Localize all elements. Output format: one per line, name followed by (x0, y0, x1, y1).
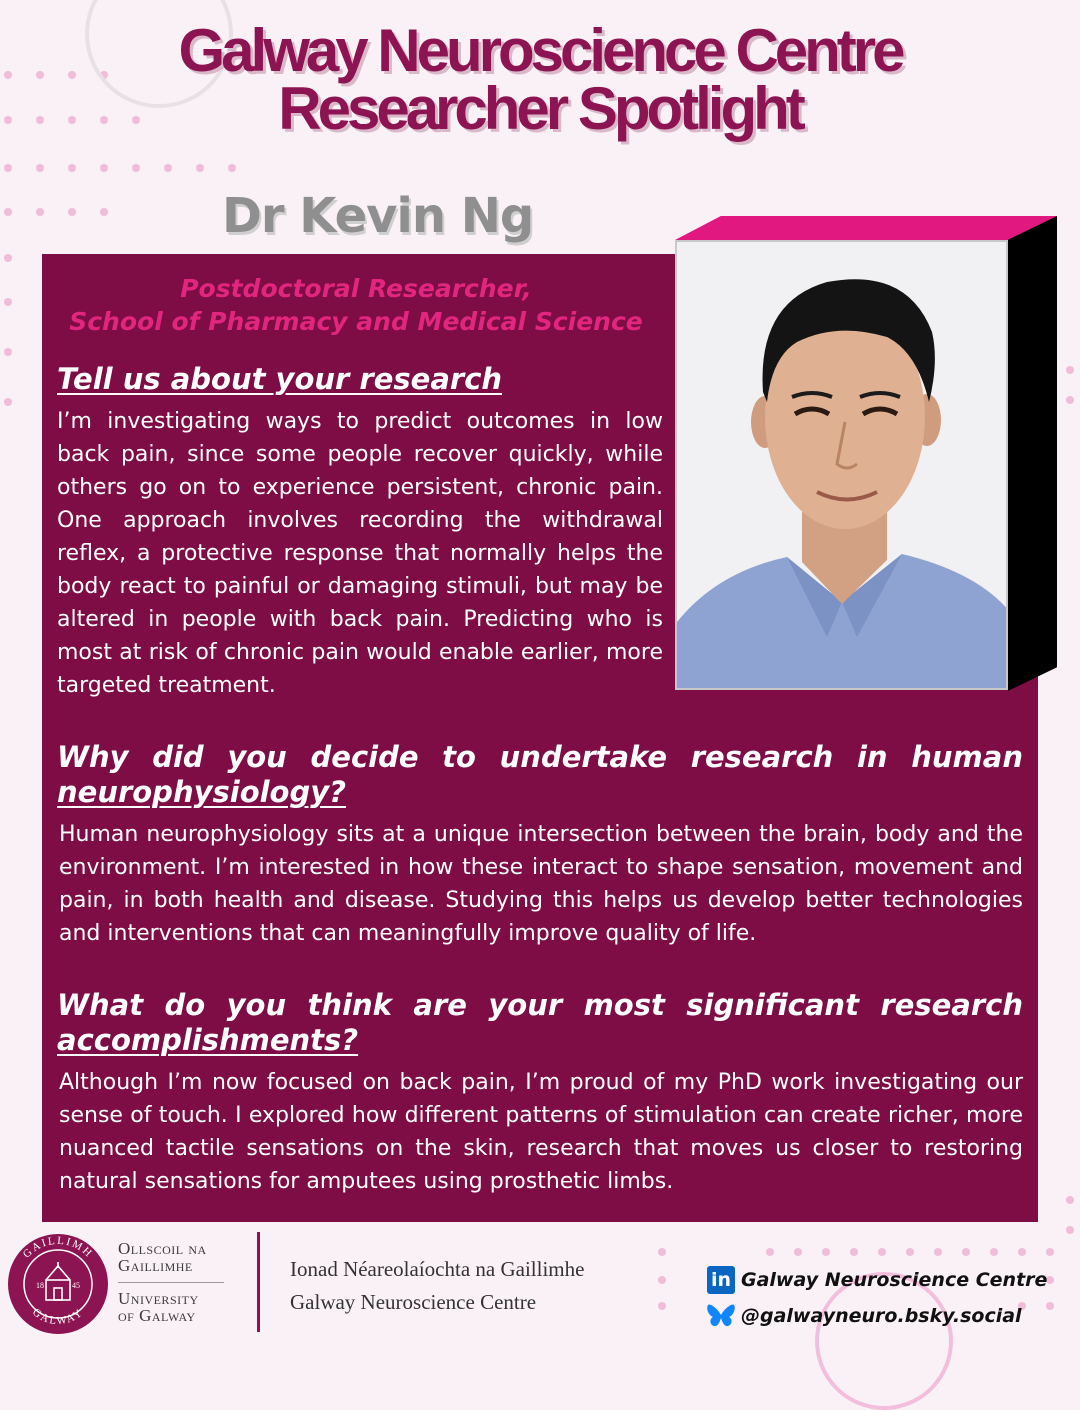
answer-why-neurophysiology: Human neurophysiology sits at a unique intersection between the brain, body and the environment. I’m interested in how these interact to shape sensation, movement and pain, in both health and disease. Studying this helps us develop better technologies and interventions that can meaningfully improve quality of life. (59, 822, 1023, 946)
footer-divider (257, 1232, 260, 1332)
bluesky-butterfly-icon (705, 1301, 737, 1331)
uni-english-line2: of Galway (118, 1306, 196, 1325)
bluesky-label: @galwayneuro.bsky.social (741, 1305, 1022, 1327)
researcher-photo (675, 240, 1008, 690)
linkedin-icon: in (705, 1265, 737, 1295)
question-accomplishments (57, 988, 1023, 1058)
page-title (0, 17, 1080, 142)
question-accomplishments-part2: accomplishments? (57, 1023, 359, 1057)
portrait-illustration (677, 242, 1008, 690)
seal-year-left: 18 (36, 1281, 44, 1290)
role-line-2: School of Pharmacy and Medical Science (69, 307, 643, 336)
uni-english-line1: University (118, 1289, 199, 1308)
seal-year-right: 45 (72, 1281, 80, 1290)
title-line-1: Galway Neuroscience Centre (178, 17, 902, 84)
decorative-dots-right (1060, 360, 1080, 1260)
university-wordmark (118, 1240, 228, 1324)
linkedin-link[interactable] (705, 1262, 1047, 1298)
photo-frame-top (675, 216, 1057, 240)
question-why-part2: neurophysiology? (57, 775, 346, 809)
question-research (57, 362, 527, 397)
role-line-1: Postdoctoral Researcher, (180, 274, 532, 303)
question-research-text: Tell us about your research (57, 362, 503, 396)
uni-irish-line2: Gaillimhe (118, 1256, 193, 1275)
bluesky-link[interactable] (705, 1298, 1047, 1334)
centre-name-block (290, 1253, 584, 1319)
wordmark-divider (118, 1282, 224, 1283)
centre-name-irish: Ionad Néareolaíochta na Gaillimhe (290, 1257, 585, 1281)
seal-bottom-text: GALWAY (29, 1306, 87, 1328)
title-line-2: Researcher Spotlight (278, 75, 802, 142)
answer-accomplishments: Although I’m now focused on back pain, I’m proud of my PhD work investigating our sense of touch. I explored how different patterns of stimulation can create richer, more nuanced tactile sensations on the skin, research that moves us closer to restoring natural sensations for amputees using prosthetic limbs. (59, 1070, 1023, 1194)
centre-name-english: Galway Neuroscience Centre (290, 1290, 537, 1314)
researcher-name: Dr Kevin Ng (222, 188, 534, 244)
university-seal-logo (6, 1232, 110, 1336)
uni-irish-line1: Ollscoil na (118, 1239, 207, 1258)
seal-top-text: GAILLIMH (20, 1234, 96, 1261)
question-why-part1: Why did you decide to undertake research in human (57, 740, 1023, 774)
researcher-role (42, 272, 670, 338)
linkedin-label: Galway Neuroscience Centre (741, 1269, 1048, 1291)
photo-frame-side (1008, 216, 1057, 691)
question-why-neurophysiology (57, 740, 1023, 810)
question-accomplishments-part1: What do you think are your most significant research (57, 988, 1023, 1022)
answer-research: I’m investigating ways to predict outcomes in low back pain, since some people recover quickly, while others go on to experience persistent, chronic pain. One approach involves recording the withdrawal reflex, a protective response that normally helps the body react to painful or damaging stimuli, but may be altered in people with back pain. Predicting who is most at risk of chronic pain would enable earlier, more targeted treatment. (57, 409, 663, 698)
social-links (705, 1262, 1047, 1334)
